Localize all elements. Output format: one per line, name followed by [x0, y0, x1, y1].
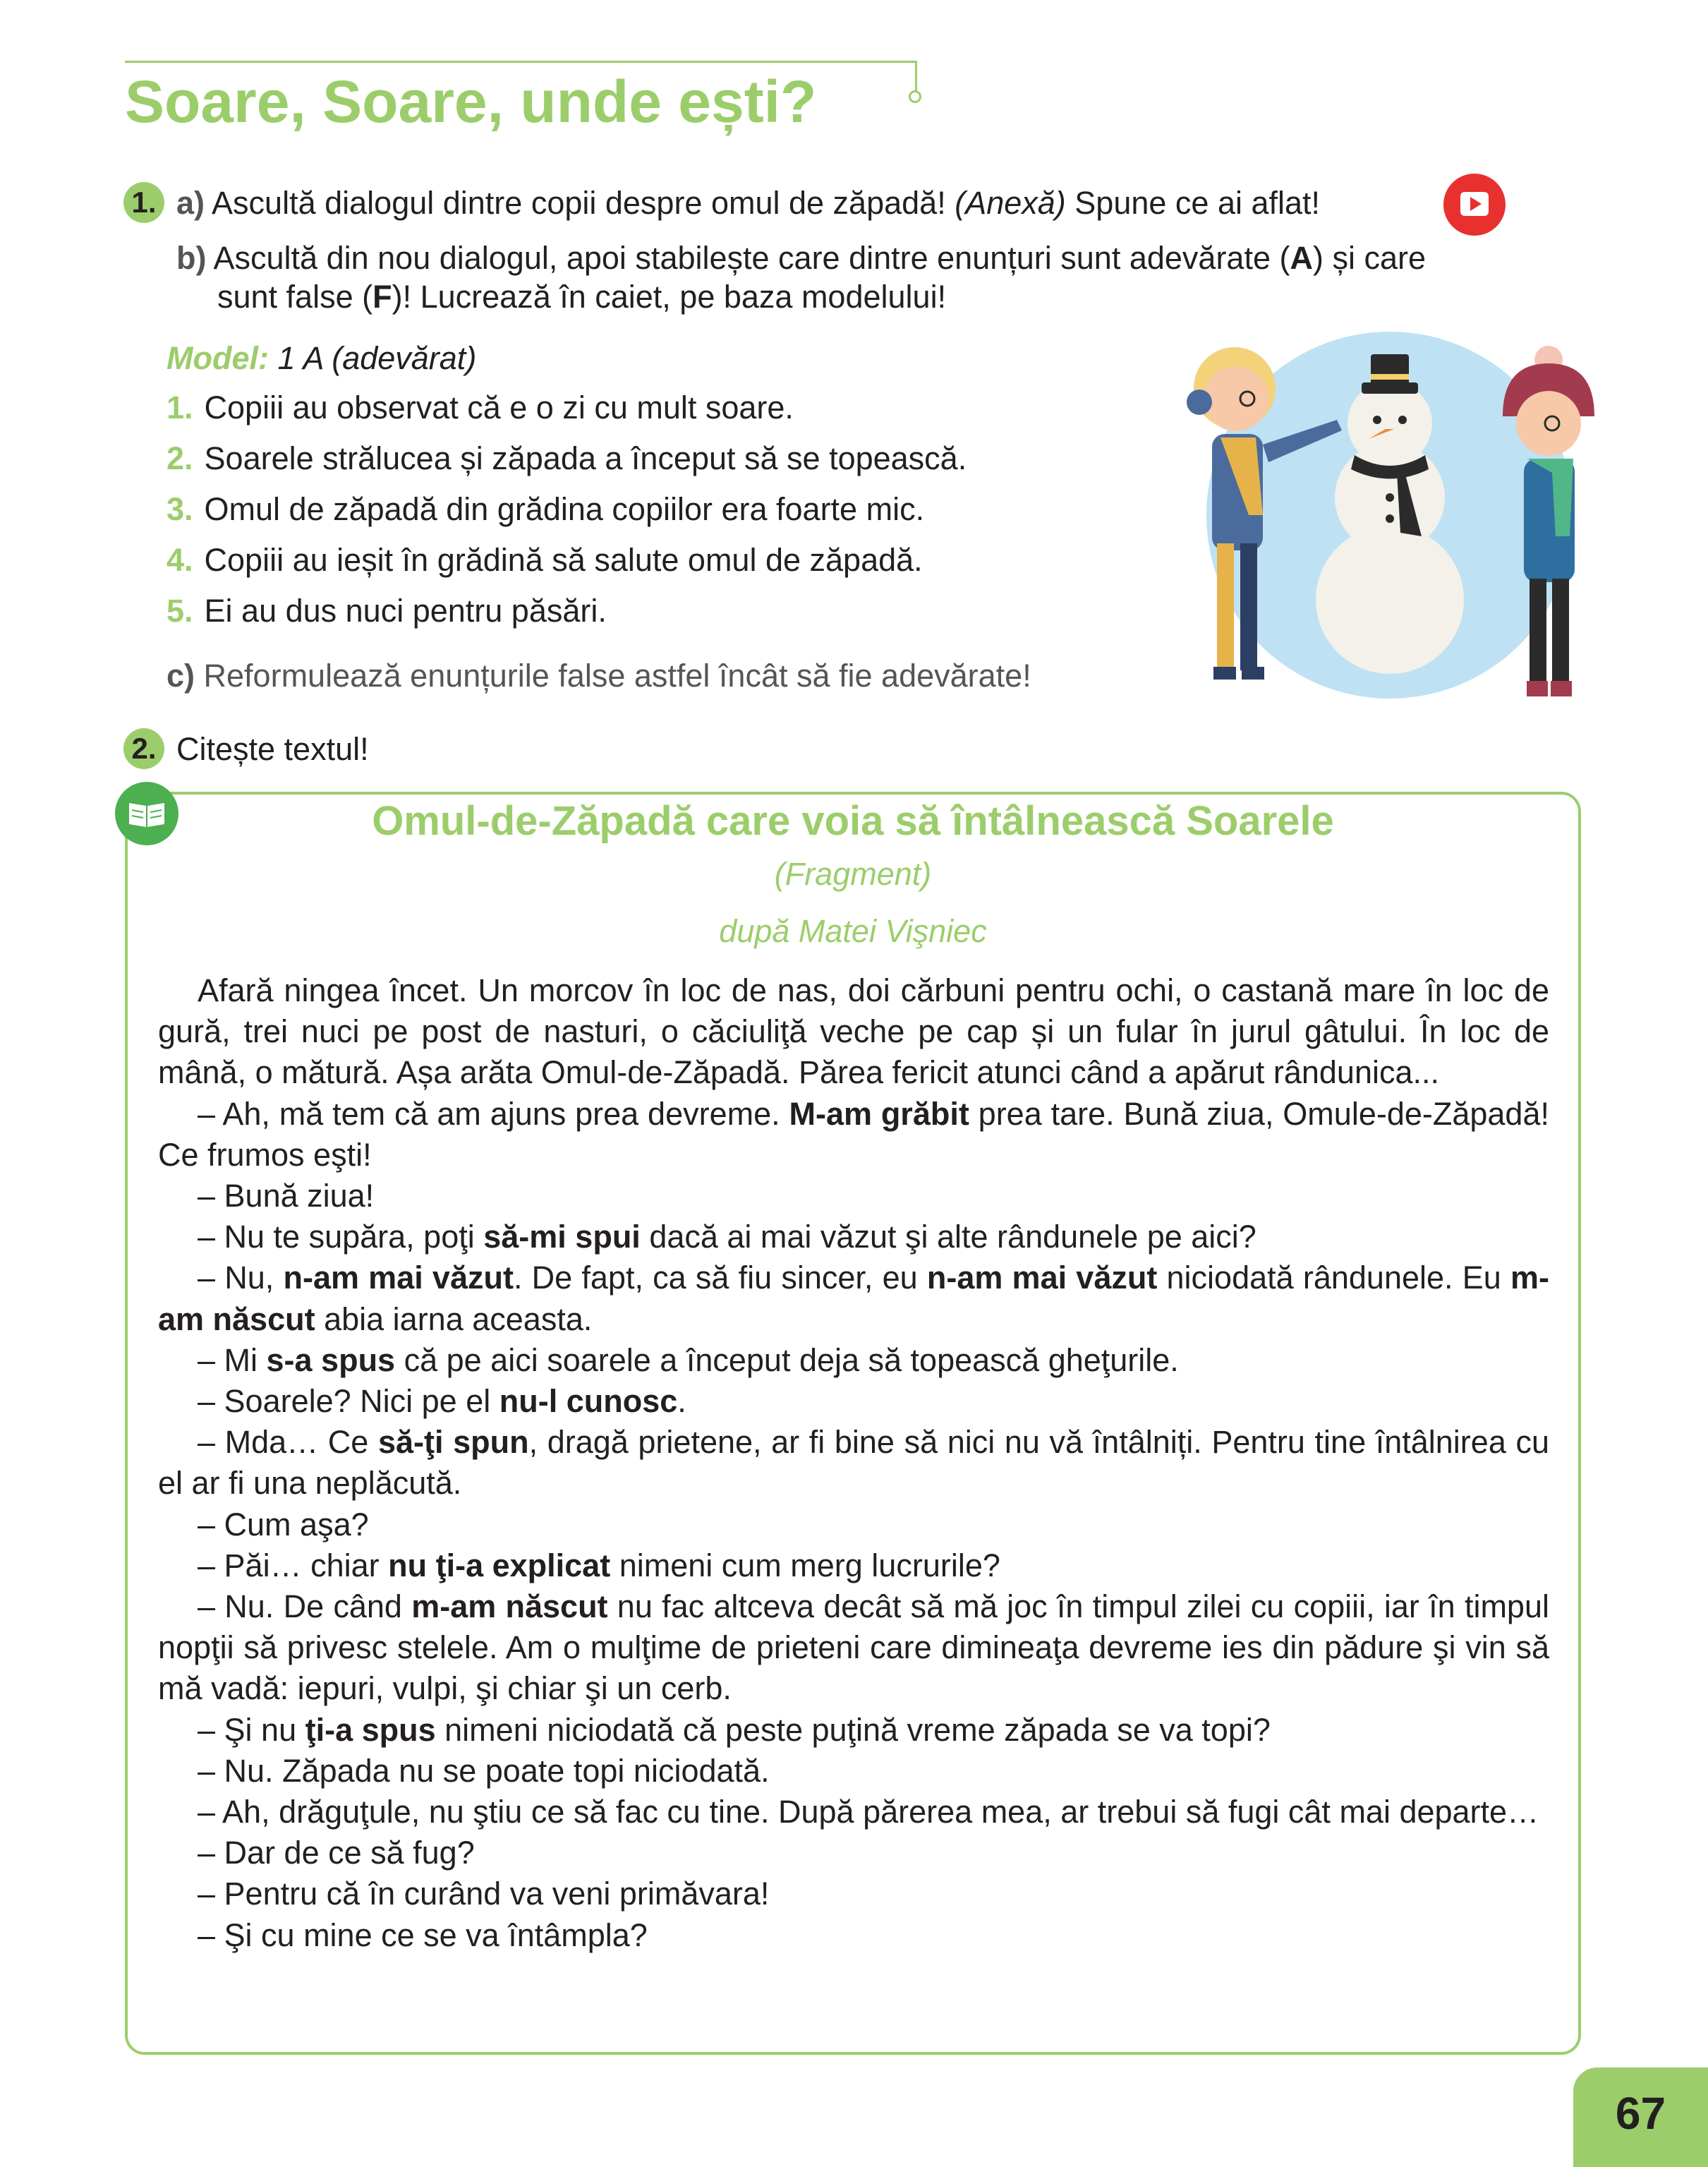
statement-number: 1.: [166, 390, 193, 425]
story-author: după Matei Vişniec: [719, 913, 987, 949]
story-paragraph: [158, 1094, 1549, 1176]
exercise-1b-line2: [217, 277, 946, 317]
exercise-1b-text2a: sunt false (: [217, 279, 373, 315]
story-text: prea tare. Bună ziua, Omule-de-Zăpadă! Ce frumos eşti!: [158, 1095, 1549, 1173]
play-icon: [1470, 197, 1482, 211]
story-paragraph: – Nu. Zăpada nu se poate topi niciodată.: [198, 1752, 770, 1789]
story-bold-verb: nu ţi-a explicat: [388, 1547, 611, 1583]
statement-number: 4.: [166, 542, 193, 578]
exercise-2-text: Citește textul!: [176, 731, 369, 767]
story-paragraph: [158, 1381, 1549, 1422]
story-text: abia iarna aceasta.: [315, 1300, 593, 1337]
exercise-1a-label: a): [176, 185, 205, 221]
statement-item: [166, 491, 924, 528]
exercise-1b-text2b: )! Lucrează în caiet, pe baza modelului!: [392, 279, 947, 315]
story-text: dacă ai mai văzut şi alte rândunele pe aici?: [640, 1219, 1256, 1255]
story-text: .: [677, 1383, 686, 1420]
story-bold-verb: să-mi spui: [483, 1219, 641, 1255]
story-paragraph: – Cum aşa?: [198, 1506, 369, 1543]
statement-item: [166, 593, 607, 629]
story-paragraph: – Dar de ce să fug?: [198, 1835, 475, 1871]
story-text: . De fapt, ca să fiu sincer, eu: [513, 1260, 927, 1296]
story-bold-verb: s-a spus: [266, 1341, 396, 1378]
statement-number: 3.: [166, 491, 193, 527]
statement-text: Ei au dus nuci pentru păsări.: [204, 593, 607, 629]
story-text: – Ah, mă tem că am ajuns prea devreme.: [198, 1095, 789, 1132]
statement-text: Omul de zăpadă din grădina copiilor era foarte mic.: [204, 491, 925, 527]
story-body: [158, 970, 1549, 1956]
story-bold-verb: M-am grăbit: [789, 1095, 969, 1132]
exercise-2-number: 2.: [123, 728, 164, 769]
exercise-1-number: 1.: [123, 182, 164, 223]
statement-item: [166, 542, 923, 579]
story-bold-verb: m-am născut: [158, 1260, 1549, 1337]
exercise-1a-text1: Ascultă dialogul dintre copii despre omul de zăpadă!: [212, 185, 955, 221]
story-paragraph: [158, 1217, 1549, 1257]
title-rule: [125, 61, 917, 63]
exercise-1b-F: F: [373, 279, 392, 315]
title-rule-dot: [909, 90, 921, 103]
story-text: , dragă prietene, ar fi bine să nici nu vă întâlniți. Pentru tine întâlnirea cu el ar fi una neplăcută.: [158, 1424, 1549, 1502]
story-text: – Nu,: [198, 1260, 284, 1296]
story-fragment: (Fragment): [774, 856, 932, 892]
story-paragraph: [158, 1710, 1549, 1751]
story-bold-verb: să-ţi spun: [377, 1424, 529, 1461]
story-text: – Mda… Ce: [198, 1424, 378, 1461]
story-paragraph: [158, 1340, 1549, 1381]
exercise-1c-label: c): [166, 658, 195, 694]
model-line: [166, 339, 476, 378]
story-text: nimeni cum merg lucrurile?: [610, 1547, 1000, 1583]
story-text: – Şi nu: [198, 1711, 305, 1748]
story-text: – Mi: [198, 1341, 267, 1378]
story-bold-verb: n-am mai văzut: [283, 1260, 514, 1296]
story-paragraph: – Şi cu mine ce se va întâmpla?: [198, 1917, 648, 1953]
exercise-1a-annex: (Anexă): [955, 185, 1066, 221]
title-rule-end: [915, 61, 917, 93]
story-text: niciodată rândunele. Eu: [1157, 1260, 1510, 1296]
story-paragraph: – Bună ziua!: [198, 1178, 375, 1214]
story-text: – Păi… chiar: [198, 1547, 389, 1583]
exercise-1b-line1: [176, 239, 1426, 278]
story-paragraph: [158, 1422, 1549, 1504]
story-paragraph: [158, 1545, 1549, 1586]
story-bold-verb: ţi-a spus: [305, 1711, 436, 1748]
story-text: – Nu te supăra, poţi: [198, 1219, 484, 1255]
story-text: nimeni niciodată că peste puţină vreme zăpada se va topi?: [435, 1711, 1271, 1748]
model-label: Model:: [166, 340, 269, 376]
exercise-1a-text2: Spune ce ai aflat!: [1065, 185, 1321, 221]
statement-item: [166, 440, 967, 477]
story-bold-verb: m-am născut: [411, 1588, 608, 1625]
story-text: nu fac altceva decât să mă joc în timpul zilei cu copiii, iar în timpul nopţii să privesc stelele. Am o mulţime de prieteni care dimineaţa devreme ies din pădure şi vin să mă vadă: iepuri, vulpi, şi chiar şi un cerb.: [158, 1588, 1549, 1707]
story-title: Omul-de-Zăpadă care voia să întâlnească Soarele: [372, 798, 1334, 844]
statement-item: [166, 390, 794, 426]
exercise-1b-label: b): [176, 240, 207, 276]
page-number: 67: [1615, 2088, 1666, 2139]
story-bold-verb: nu-l cunosc: [499, 1383, 678, 1420]
statement-number: 5.: [166, 593, 193, 629]
story-paragraph: Afară ningea încet. Un morcov în loc de nas, doi cărbuni pentru ochi, o castană mare în loc de gură, trei nuci pe post de nasturi, o căciuliţă veche pe cap și un fular în jurul gâtului. În loc de mână, o mătură. Așa arăta Omul-de-Zăpadă. Părea fericit atunci când a apărut rândunica...: [158, 972, 1549, 1091]
story-paragraph: [158, 1586, 1549, 1710]
exercise-1b-text1a: Ascultă din nou dialogul, apoi stabilește care dintre enunțuri sunt adevărate (: [213, 240, 1290, 276]
story-bold-verb: n-am mai văzut: [926, 1260, 1158, 1296]
statement-text: Copiii au ieșit în grădină să salute omul de zăpadă.: [204, 542, 923, 578]
exercise-1c: [166, 656, 1031, 696]
story-paragraph: – Pentru că în curând va veni primăvara!: [198, 1876, 770, 1912]
exercise-1a: [176, 183, 1320, 223]
statement-text: Soarele strălucea și zăpada a început să se topească.: [204, 440, 967, 476]
story-text: – Soarele? Nici pe el: [198, 1383, 499, 1420]
exercise-1b-A: A: [1290, 240, 1313, 276]
page-title: Soare, Soare, unde ești?: [125, 68, 817, 135]
exercise-1c-text: Reformulează enunțurile false astfel încât să fie adevărate!: [203, 658, 1031, 694]
story-text: că pe aici soarele a început deja să topească gheţurile.: [395, 1341, 1179, 1378]
story-text: – Nu. De când: [198, 1588, 412, 1625]
snowman-children-illustration: [1157, 303, 1594, 713]
exercise-1b-text1b: ) și care: [1312, 240, 1427, 276]
story-paragraph: – Ah, drăguţule, nu ştiu ce să fac cu tine. După părerea mea, ar trebui să fugi cât mai departe…: [198, 1794, 1539, 1830]
story-paragraph: [158, 1257, 1549, 1339]
statement-number: 2.: [166, 440, 193, 476]
model-text: 1 A (adevărat): [277, 340, 477, 376]
statement-text: Copiii au observat că e o zi cu mult soare.: [204, 390, 794, 425]
